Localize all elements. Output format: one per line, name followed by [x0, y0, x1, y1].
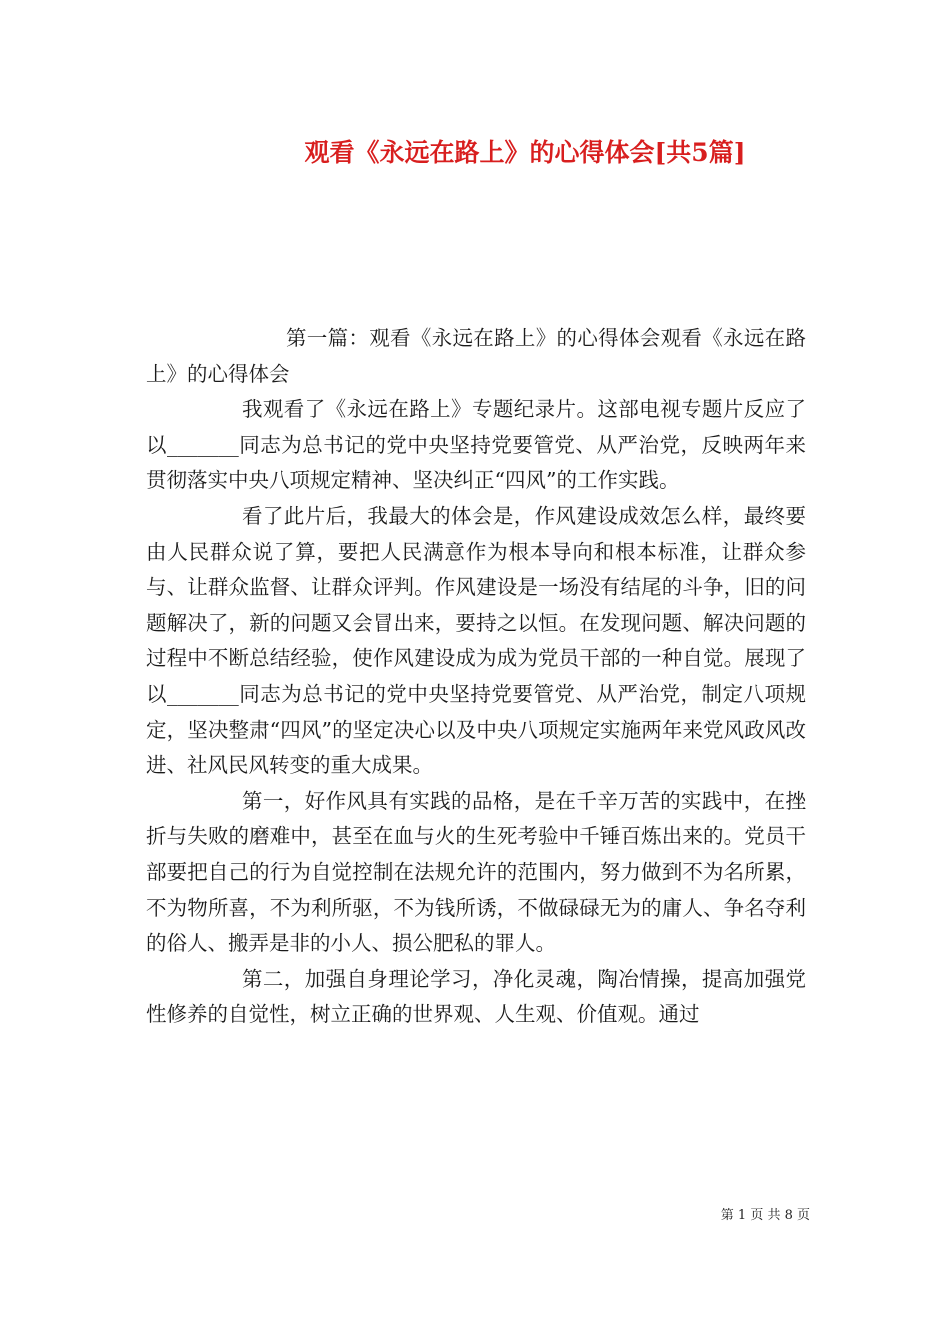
document-body [146, 321, 806, 1033]
paragraph: 我观看了《永远在路上》专题纪录片。这部电视专题片反应了以_______同志为总书记的党中央坚持党要管党、从严治党，反映两年来贯彻落实中央八项规定精神、坚决纠正“四风”的工作实践。 [146, 397, 806, 493]
page-number-footer: 第 1 页 共 8 页 [720, 1208, 810, 1223]
document-title: 观看《永远在路上》的心得体会[共5篇] [304, 138, 746, 167]
paragraph: 第二，加强自身理论学习，净化灵魂，陶冶情操，提高加强党性修养的自觉性，树立正确的世界观、人生观、价值观。通过 [146, 966, 806, 1027]
paragraph: 看了此片后，我最大的体会是，作风建设成效怎么样，最终要由人民群众说了算，要把人民满意作为根本导向和根本标准，让群众参与、让群众监督、让群众评判。作风建设是一场没有结尾的斗争，旧的问题解决了，新的问题又会冒出来，要持之以恒。在发现问题、解决问题的过程中不断总结经验，使作风建设成为成为党员干部的一种自觉。展现了以_______同志为总书记的党中央坚持党要管党、从严治党，制定八项规定，坚决整肃“四风”的坚定决心以及中央八项规定实施两年来党风政风改进、社风民风转变的重大成果。 [146, 503, 806, 778]
section-heading: 第一篇：观看《永远在路上》的心得体会观看《永远在路上》的心得体会 [146, 326, 806, 386]
paragraph: 第一，好作风具有实践的品格，是在千辛万苦的实践中，在挫折与失败的磨难中，甚至在血与火的生死考验中千锤百炼出来的。党员干部要把自己的行为自觉控制在法规允许的范围内，努力做到不为名所累，不为物所喜，不为利所驱，不为钱所诱，不做碌碌无为的庸人、争名夺利的俗人、搬弄是非的小人、损公肥私的罪人。 [146, 788, 806, 956]
